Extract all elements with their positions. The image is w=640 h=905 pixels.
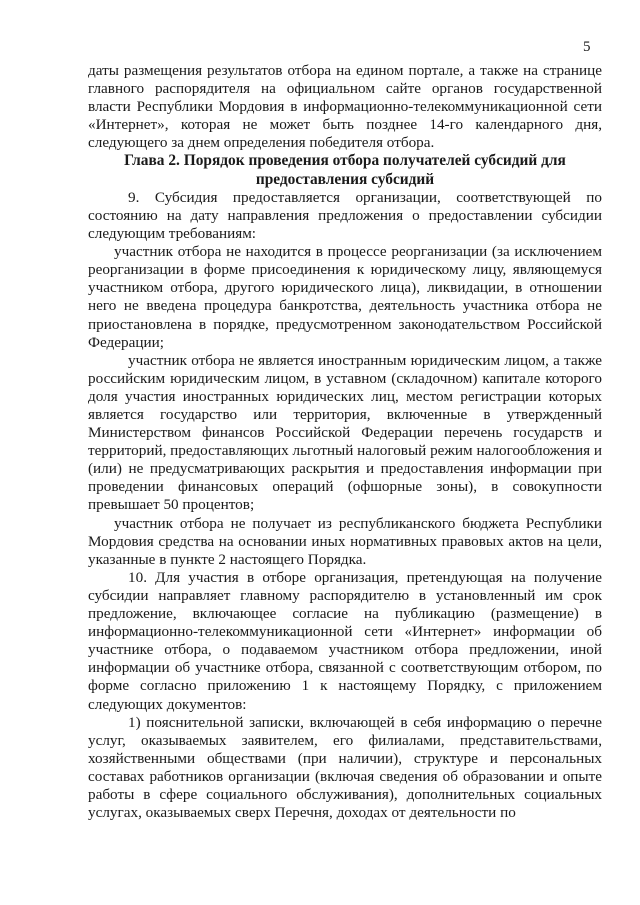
page-number: 5	[583, 39, 591, 55]
chapter-heading	[88, 152, 602, 188]
requirement-reorganization: участник отбора не находится в процессе реорганизации (за исключением реорганизации в форме присоединения к юридическому лицу, являющемуся участником отбора, другого юридического лица), ликвидации, в отношении него не введена процедура банкротства, деятельность участника отбора не приостановлена в порядке, предусмотренном законодательством Российской Федерации;	[88, 243, 602, 351]
intro-paragraph: даты размещения результатов отбора на едином портале, а также на странице главного распорядителя на официальном сайте органов государственной власти Республики Мордовия в информационно-телекоммуникационной сети «Интернет», которая не может быть позднее 14-го календарного дня, следующего за днем определения победителя отбора.	[88, 62, 602, 152]
requirement-budget-funds: участник отбора не получает из республиканского бюджета Республики Мордовия средства на основании иных нормативных правовых актов на цели, указанные в пункте 2 настоящего Порядка.	[88, 514, 602, 568]
paragraph-10: 10. Для участия в отборе организация, претендующая на получение субсидии направляет главному распорядителю в установленный им срок предложение, включающее согласие на публикацию (размещение) в информационно-телекоммуникационной сети «Интернет» информации об участнике отбора, о подаваемом участником отбора предложении, иной информации об участнике отбора, связанной с соответствующим отбором, по форме согласно приложению 1 к настоящему Порядку, с приложением следующих документов:	[88, 568, 602, 713]
chapter-heading-line-1: Глава 2. Порядок проведения отбора получателей субсидий для	[124, 152, 566, 170]
paragraph-9: 9. Субсидия предоставляется организации, соответствующей по состоянию на дату направления предложения о предоставлении субсидии следующим требованиям:	[88, 188, 602, 243]
item-1-explanatory-note: 1) пояснительной записки, включающей в себя информацию о перечне услуг, оказываемых заявителем, его филиалами, представительствами, хозяйственными обществами (при наличии), структуре и персональных составах работников организации (включая сведения об образовании и опыте работы в сфере социального обслуживания), дополнительных социальных услугах, оказываемых сверх Перечня, доходах от деятельности по	[88, 713, 602, 822]
document-body	[88, 62, 602, 822]
chapter-heading-line-2: предоставления субсидий	[255, 170, 435, 188]
requirement-foreign-entity: участник отбора не является иностранным юридическим лицом, а также российским юридическим лицом, в уставном (складочном) капитале которого доля участия иностранных юридических лиц, местом регистрации которых является государство или территория, включенные в утвержденный Министерством финансов Российской Федерации перечень государств и территорий, предоставляющих льготный налоговый режим налогообложения и (или) не предусматривающих раскрытия и предоставления информации при проведении финансовых операций (офшорные зоны), в совокупности превышает 50 процентов;	[88, 351, 603, 514]
